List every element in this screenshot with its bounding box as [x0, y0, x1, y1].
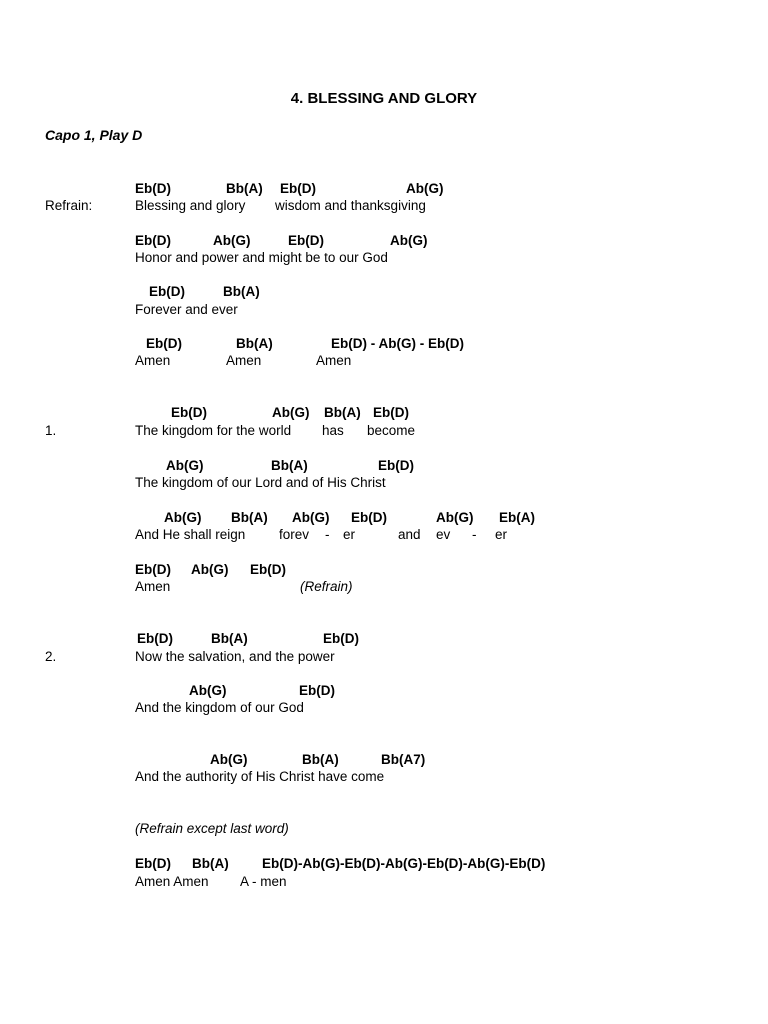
verse-2-label: 2. — [45, 649, 57, 664]
chord: Bb(A) — [324, 405, 361, 420]
lyric-line: Now the salvation, and the power — [135, 649, 335, 664]
song-title: 4. BLESSING AND GLORY — [290, 90, 478, 107]
chord: Eb(D) — [149, 284, 185, 299]
verse-1-label: 1. — [45, 423, 57, 438]
chord: Eb(D) — [299, 683, 335, 698]
lyric-line: A - men — [240, 874, 287, 889]
refrain-cue: (Refrain) — [300, 579, 353, 594]
chord: Ab(G) — [189, 683, 227, 698]
lyric-line: has — [322, 423, 344, 438]
lyric-line: er — [343, 527, 356, 542]
chord: Ab(G) — [164, 510, 202, 525]
chord: Bb(A) — [271, 458, 308, 473]
lyric-line: Honor and power and might be to our God — [135, 250, 388, 265]
chord: Eb(D) — [288, 233, 324, 248]
lyric-line: Amen — [135, 579, 171, 594]
lyric-line: Forever and ever — [135, 302, 238, 317]
lyric-line: and — [398, 527, 421, 542]
chord: Eb(D) - Ab(G) - Eb(D) — [331, 336, 464, 351]
refrain-cue: (Refrain except last word) — [135, 821, 289, 836]
lyric-line: ev — [436, 527, 451, 542]
lyric-line: Amen — [226, 353, 262, 368]
lyric-line: wisdom and thanksgiving — [275, 198, 426, 213]
chord: Eb(D) — [280, 181, 316, 196]
chord: Ab(G) — [292, 510, 330, 525]
lyric-line: Amen — [135, 353, 171, 368]
chord: Eb(D) — [250, 562, 286, 577]
lyric-line: And He shall reign — [135, 527, 246, 542]
chord: Eb(D) — [378, 458, 414, 473]
lyric-line: Amen Amen — [135, 874, 209, 889]
chord: Eb(D) — [373, 405, 409, 420]
chord: Bb(A) — [192, 856, 229, 871]
lyric-line: forev — [279, 527, 310, 542]
lyric-line: er — [495, 527, 508, 542]
chord: Ab(G) — [191, 562, 229, 577]
chord: Eb(D) — [135, 181, 171, 196]
lyric-line: Amen — [316, 353, 352, 368]
lyric-line: - — [472, 527, 477, 542]
chord: Ab(G) — [210, 752, 248, 767]
chord: Ab(G) — [272, 405, 310, 420]
lyric-line: Blessing and glory — [135, 198, 246, 213]
lyric-line: become — [367, 423, 416, 438]
chord: Bb(A7) — [381, 752, 426, 767]
chord: Ab(G) — [406, 181, 444, 196]
chord: Eb(D) — [135, 562, 171, 577]
chord: Eb(D) — [135, 856, 171, 871]
chord: Bb(A) — [236, 336, 273, 351]
chord: Bb(A) — [226, 181, 263, 196]
chord: Ab(G) — [166, 458, 204, 473]
lyric-line: And the kingdom of our God — [135, 700, 304, 715]
lyric-line: The kingdom of our Lord and of His Christ — [135, 475, 386, 490]
lyric-line: - — [325, 527, 330, 542]
chord: Eb(D) — [135, 233, 171, 248]
chord: Eb(A) — [499, 510, 535, 525]
chord: Eb(D) — [351, 510, 387, 525]
lyric-line: The kingdom for the world — [135, 423, 292, 438]
lyric-line: And the authority of His Christ have come — [135, 769, 385, 784]
chord: Bb(A) — [231, 510, 268, 525]
chord: Bb(A) — [302, 752, 339, 767]
chord: Bb(A) — [211, 631, 248, 646]
chord: Ab(G) — [436, 510, 474, 525]
chord: Eb(D) — [146, 336, 182, 351]
chord: Eb(D) — [137, 631, 173, 646]
chord: Ab(G) — [213, 233, 251, 248]
chord: Eb(D) — [171, 405, 207, 420]
capo-instruction: Capo 1, Play D — [45, 127, 143, 143]
chord: Bb(A) — [223, 284, 260, 299]
refrain-label: Refrain: — [45, 198, 93, 213]
chord: Eb(D) — [323, 631, 359, 646]
chord: Eb(D)-Ab(G)-Eb(D)-Ab(G)-Eb(D)-Ab(G)-Eb(D) — [262, 856, 546, 871]
chord: Ab(G) — [390, 233, 428, 248]
